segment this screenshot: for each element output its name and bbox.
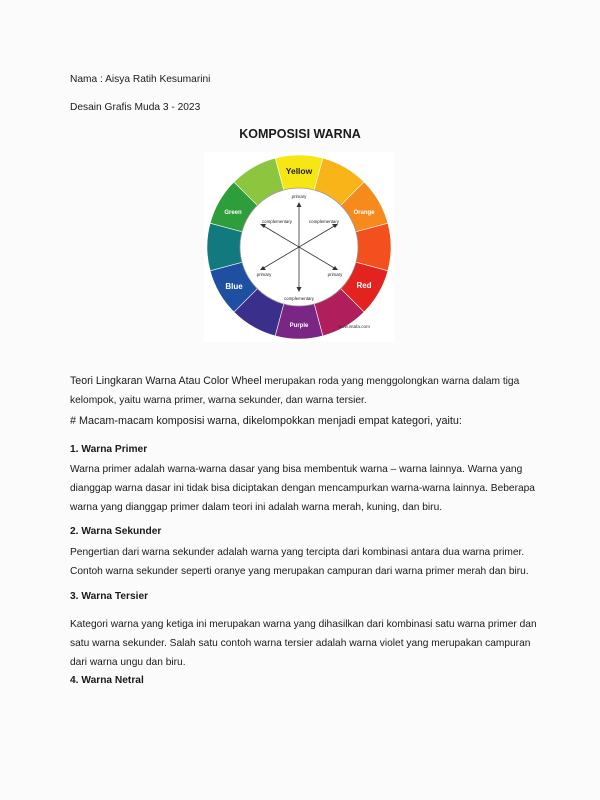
inner-label-primary-right: primary [327,272,343,277]
wheel-label-orange: Orange [353,210,375,216]
inner-label-primary-left: primary [256,272,272,277]
categories-intro: # Macam-macam komposisi warna, dikelompokkan menjadi empat kategori, yaitu: [70,415,462,427]
page-title: KOMPOSISI WARNA [239,127,361,141]
inner-label-primary-top: primary [291,194,307,199]
class-year: Desain Grafis Muda 3 - 2023 [70,102,201,113]
section-heading-tersier: 3. Warna Tersier [70,591,149,602]
intro-bold-lead: Teori Lingkaran Warna Atau Color Wheel [70,375,262,387]
body-line: Pengertian dari warna sekunder adalah warna yang tercipta dari kombinasi antara dua warna primer. [70,547,525,558]
watermark-text: www.istafa.com [338,324,370,329]
body-line: Warna primer adalah warna-warna dasar yang bisa membentuk warna – warna lainnya. Warna yang [70,464,523,475]
wheel-label-yellow: Yellow [285,166,313,176]
body-line: Contoh warna sekunder seperti oranye yang merupakan campuran dari warna primer merah dan biru. [70,566,529,577]
intro-line-1 [70,372,540,391]
body-line: Kategori warna yang ketiga ini merupakan warna yang dihasilkan dari kombinasi satu warna primer dan [70,619,537,630]
body-line: warna yang dianggap primer dalam teori ini adalah warna merah, kuning, dan biru. [70,502,443,513]
section-heading-primer: 1. Warna Primer [70,444,148,455]
inner-label-complementary-bottom: complementary [283,296,315,301]
author-name: Nama : Aisya Ratih Kesumarini [70,74,211,85]
section-body-tersier [70,615,540,672]
inner-label-complementary-left: complementary [261,219,293,224]
section-body-primer [70,460,540,517]
wheel-label-blue: Blue [225,282,243,291]
body-line: dari warna ungu dan biru. [70,657,186,668]
section-heading-netral: 4. Warna Netral [70,675,144,686]
section-body-sekunder [70,543,540,581]
inner-label-complementary-right: complementary [308,219,340,224]
wheel-label-purple: Purple [289,323,309,329]
intro-line-2: kelompok, yaitu warna primer, warna sekunder, dan warna tersier. [70,395,367,406]
wheel-label-red: Red [356,281,372,290]
color-wheel-image [204,152,394,342]
intro-line-1-rest: merupakan roda yang menggolongkan warna dalam tiga [261,376,520,387]
body-line: satu warna sekunder. Salah satu contoh warna tersier adalah warna violet yang merupakan campuran [70,638,531,649]
section-heading-sekunder: 2. Warna Sekunder [70,526,162,537]
intro-paragraph [70,372,540,410]
wheel-label-green: Green [224,210,242,216]
body-line: dianggap warna dasar ini tidak bisa diciptakan dengan mencampurkan warna-warna lainnya. Beberapa [70,483,535,494]
